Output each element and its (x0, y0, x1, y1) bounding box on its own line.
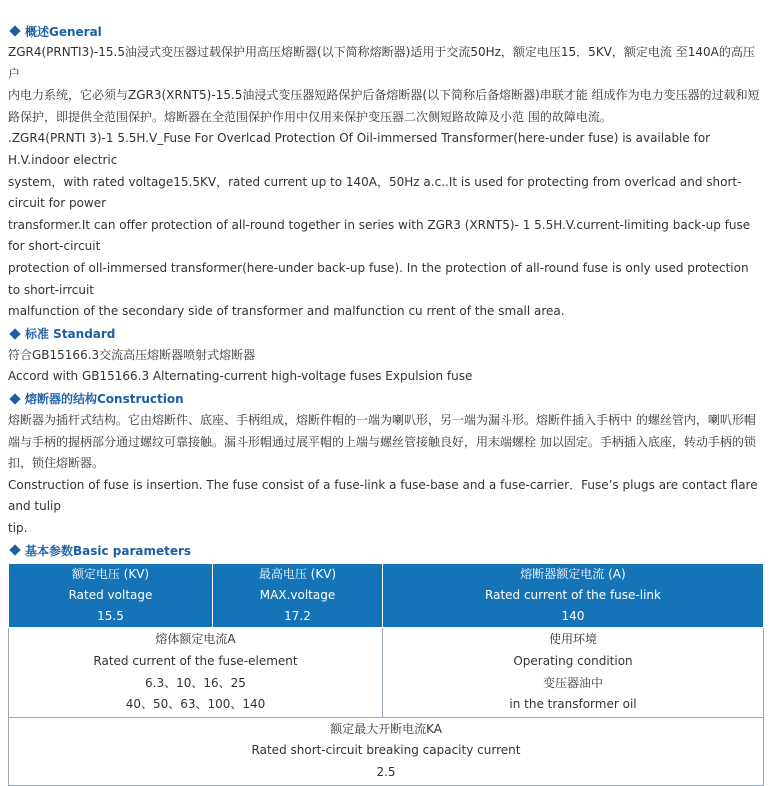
overview-en-line-5: malfunction of the secondary side of transformer and malfunction cu rrent of the small area. (8, 304, 565, 319)
diamond-bullet-icon (9, 393, 20, 404)
diamond-bullet-icon (9, 545, 20, 556)
max-voltage-value: 17.2 (284, 609, 311, 624)
params-heading-text: 基本参数Basic parameters (25, 543, 192, 558)
rated-voltage-cell (9, 564, 213, 628)
params-middle-row (9, 628, 764, 717)
overview-en-line-4: protection of oll-immersed transformer(here-under back-up fuse). In the protection of all-round fuse is only used protection to short-irrcuit (8, 260, 749, 297)
overview-heading (8, 0, 763, 42)
breaking-capacity-en: Rated short-circuit breaking capacity current (251, 743, 521, 758)
construction-cn-line-1: 熔断器为插杆式结构。它由熔断件、底座、手柄组成，熔断件帽的一端为喇叭形，另一端为漏斗形。熔断件插入手柄中 的螺丝管内，喇叭形帽 (8, 412, 756, 427)
breaking-capacity-value: 2.5 (376, 765, 396, 780)
fuse-link-current-cell (383, 564, 764, 628)
construction-heading-text: 熔断器的结构Construction (25, 392, 184, 407)
fuse-link-current-cn: 熔断器额定电流 (A) (520, 567, 626, 582)
standard-cn: 符合GB15166.3交流高压熔断器喷射式熔断器 (8, 347, 256, 362)
overview-en-line-2: system，with rated voltage15.5KV，rated current up to 140A，50Hz a.c..It is used for protecting from overlcad and short-circuit for power (8, 174, 742, 211)
overview-cn-line-1: ZGR4(PRNTI3)-15.5油浸式变压器过载保护用高压熔断器(以下简称熔断器)适用于交流50Hz，额定电压15．5KV，额定电流 至140A的高压户 (8, 45, 755, 81)
max-voltage-cn: 最高电压 (KV) (258, 567, 337, 582)
overview-cn-line-3: 路保护，即提供全范围保护。熔断器在全范围保护作用中仅用来保护变压器二次侧短路故障及小范 围的故障电流。 (8, 109, 612, 124)
overview-en-line-3: transformer.It can offer protection of all-round together in series with ZGR3 (XRNT5)- 1 5.5H.V.current-limiting back-up fuse for short-circuit (8, 217, 751, 254)
params-table (8, 563, 764, 785)
standard-en: Accord with GB15166.3 Alternating-current high-voltage fuses Expulsion fuse (8, 369, 473, 384)
fuse-element-cn: 熔体额定电流A (155, 632, 236, 647)
construction-cn-line-3: 扣，锁住熔断器。 (8, 456, 105, 471)
operating-condition-value-cn: 变压器油中 (542, 675, 603, 690)
rated-voltage-value: 15.5 (97, 609, 124, 624)
params-header-row (9, 564, 764, 628)
fuse-link-current-value: 140 (561, 609, 585, 624)
breaking-capacity-cn: 额定最大开断电流KA (330, 721, 442, 736)
operating-condition-cell (383, 628, 764, 717)
construction-heading (8, 388, 763, 410)
fuse-element-values-2: 40、50、63、100、140 (125, 697, 266, 712)
fuse-element-values-1: 6.3、10、16、25 (145, 675, 246, 690)
operating-condition-cn: 使用环境 (548, 632, 597, 647)
diamond-bullet-icon (9, 25, 20, 36)
standard-heading (8, 323, 763, 345)
construction-cn-line-2: 端与手柄的握柄部分通过螺纹可靠接触。漏斗形帽通过展平帽的上端与螺丝管接触良好，用末端螺栓 加以固定。手柄插入底座，转动手柄的锁 (8, 434, 756, 449)
diamond-bullet-icon (9, 328, 20, 339)
overview-en-line-1: .ZGR4(PRNTI 3)-1 5.5H.V_Fuse For Overlcad Protection Of Oil-immersed Transformer(here-under fuse) is available for H.V.indoor electric (8, 131, 711, 167)
rated-voltage-en: Rated voltage (68, 588, 153, 603)
params-heading (8, 539, 763, 561)
params-bottom-row (9, 717, 764, 785)
construction-en-line-2: tip. (8, 520, 28, 535)
breaking-capacity-cell (9, 717, 764, 785)
overview-cn-line-2: 内电力系统，它必须与ZGR3(XRNT5)-15.5油浸式变压器短路保护后备熔断器(以下简称后备熔断器)串联才能 组成作为电力变压器的过载和短 (8, 88, 760, 103)
operating-condition-value-en: in the transformer oil (509, 697, 637, 712)
construction-en-line-1: Construction of fuse is insertion. The fuse consist of a fuse-link a fuse-base and a fuse-carrier．Fuse’s plugs are contact flare and tulip (8, 477, 758, 514)
rated-voltage-cn: 额定电压 (KV) (71, 567, 150, 582)
overview-heading-text: 概述General (25, 24, 102, 39)
fuse-link-current-en: Rated current of the fuse-link (485, 588, 661, 603)
max-voltage-en: MAX.voltage (259, 588, 336, 603)
fuse-element-cell (9, 628, 383, 717)
fuse-element-en: Rated current of the fuse-element (93, 654, 298, 669)
standard-heading-text: 标准 Standard (25, 327, 116, 342)
max-voltage-cell (213, 564, 383, 628)
operating-condition-en: Operating condition (513, 654, 633, 669)
